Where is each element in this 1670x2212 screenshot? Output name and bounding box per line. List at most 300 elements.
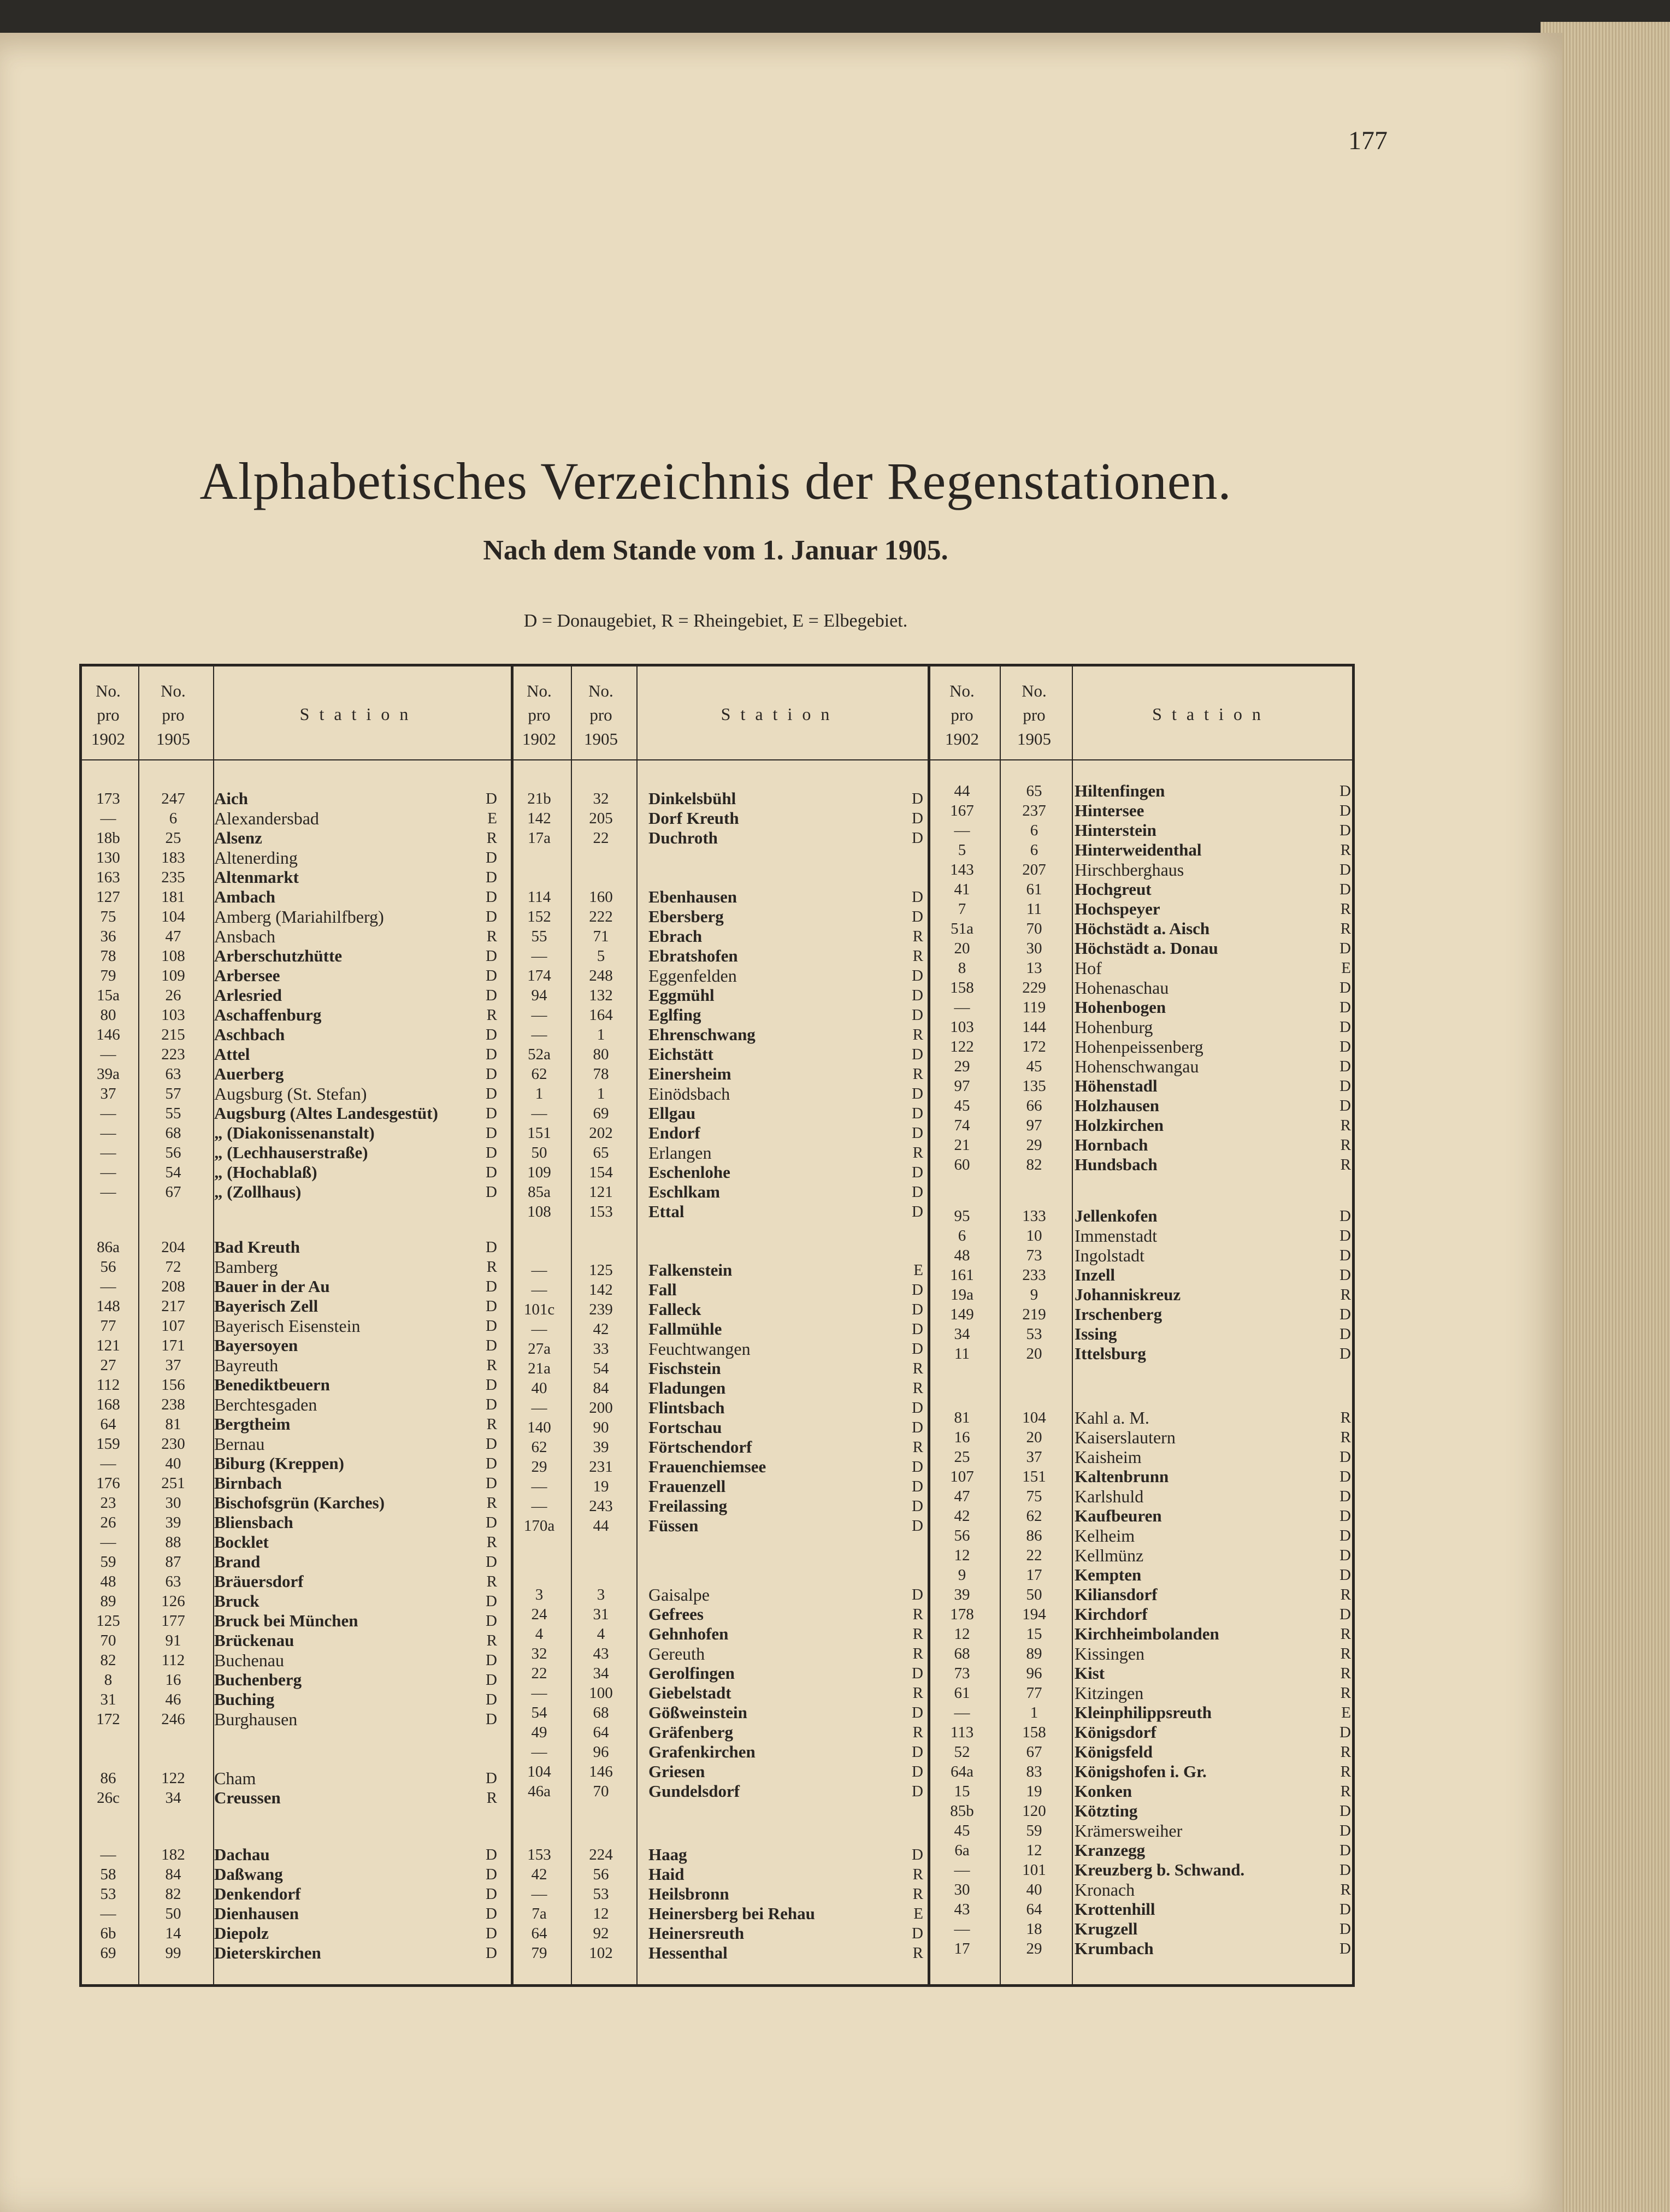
river-basin-code: D (486, 1553, 497, 1571)
river-basin-code: R (1340, 1743, 1351, 1761)
number-1902: 149 (950, 1306, 974, 1323)
number-1902: — (531, 1684, 547, 1702)
header-pro: pro (589, 705, 612, 724)
station-name: Hochspeyer (1075, 899, 1160, 918)
number-1902: 36 (100, 928, 116, 945)
number-1905: 68 (165, 1124, 181, 1142)
station-name: Bocklet (214, 1532, 269, 1552)
river-basin-code: D (486, 1376, 497, 1394)
river-basin-code: D (912, 810, 923, 827)
number-1905: 56 (165, 1144, 181, 1161)
river-basin-code: D (486, 1846, 497, 1863)
river-basin-code: E (1341, 1704, 1351, 1721)
number-1902: — (100, 1846, 116, 1863)
number-1905: 9 (1030, 1286, 1038, 1303)
river-basin-code: D (1339, 940, 1351, 957)
station-name: Frauenzell (648, 1477, 726, 1496)
number-1905: 230 (161, 1435, 185, 1453)
number-1905: 17 (1026, 1566, 1042, 1584)
river-basin-code: D (912, 1320, 923, 1338)
number-1905: 62 (1026, 1507, 1042, 1525)
station-name: Jellenkofen (1075, 1206, 1158, 1225)
number-1905: 90 (593, 1419, 609, 1436)
number-1905: 91 (165, 1632, 181, 1649)
station-name: Bayreuth (214, 1355, 279, 1375)
station-name: Duchroth (648, 828, 718, 847)
station-name: Hohenburg (1075, 1017, 1153, 1037)
station-name: Bamberg (214, 1257, 278, 1277)
number-1902: 95 (954, 1207, 970, 1225)
number-1905: 153 (589, 1203, 613, 1220)
station-name: Krugzell (1075, 1919, 1138, 1938)
station-name: Hohenbogen (1075, 998, 1166, 1017)
river-basin-code: R (486, 1494, 497, 1512)
river-basin-code: R (1340, 920, 1351, 937)
river-basin-code: D (1339, 1822, 1351, 1839)
number-1905: 238 (161, 1396, 185, 1413)
number-1902: 152 (527, 908, 551, 925)
number-1902: 37 (100, 1085, 116, 1102)
number-1905: 182 (161, 1846, 185, 1863)
river-basin-code: D (486, 849, 497, 866)
number-1902: 89 (100, 1592, 116, 1610)
number-1902: 79 (100, 967, 116, 984)
number-1905: 151 (1022, 1468, 1046, 1485)
number-1905: 97 (1026, 1117, 1042, 1134)
number-1902: 163 (96, 869, 120, 886)
river-basin-code: D (486, 1671, 497, 1689)
number-1902: 29 (531, 1458, 547, 1476)
river-basin-code: D (912, 790, 923, 807)
river-basin-code: R (912, 1379, 923, 1397)
col-rule (1072, 666, 1073, 1984)
station-name: Bruck bei München (214, 1611, 358, 1630)
station-name: Bayerisch Eisenstein (214, 1316, 361, 1336)
number-1905: 32 (593, 790, 609, 807)
station-name: Ebrach (648, 927, 703, 946)
river-basin-code: R (912, 1866, 923, 1883)
station-name: Ambach (214, 887, 275, 906)
station-name: Gefrees (648, 1605, 704, 1624)
station-name: Augsburg (Altes Landesgestüt) (214, 1104, 438, 1123)
station-name: Bauer in der Au (214, 1277, 330, 1296)
number-1905: 72 (165, 1258, 181, 1276)
river-basin-code: R (1340, 1684, 1351, 1702)
station-name: Altenerding (214, 848, 298, 868)
number-1905: 40 (1026, 1881, 1042, 1898)
number-1902: 48 (100, 1573, 116, 1590)
station-name: Ehrenschwang (648, 1025, 756, 1044)
station-name: Haid (648, 1865, 684, 1884)
number-1902: — (531, 1320, 547, 1338)
river-basin-code: D (1339, 1345, 1351, 1362)
river-basin-code: R (912, 1684, 923, 1702)
river-basin-code: D (1339, 1547, 1351, 1564)
number-1905: 15 (1026, 1625, 1042, 1643)
number-1902: 7a (532, 1905, 547, 1922)
number-1905: 122 (161, 1769, 185, 1787)
number-1905: 229 (1022, 979, 1046, 996)
station-name: Kaufbeuren (1075, 1506, 1162, 1525)
number-1902: 64 (100, 1415, 116, 1433)
number-1905: 200 (589, 1399, 613, 1417)
river-basin-code: D (1339, 861, 1351, 878)
number-1905: 82 (1026, 1156, 1042, 1173)
number-1902: 77 (100, 1317, 116, 1335)
number-1902: 16 (954, 1429, 970, 1446)
number-1905: 6 (1030, 822, 1038, 839)
river-basin-code: R (1340, 1783, 1351, 1800)
river-basin-code: R (486, 1258, 497, 1276)
number-1905: 237 (1022, 802, 1046, 819)
river-basin-code: D (912, 888, 923, 906)
number-1902: — (954, 999, 970, 1016)
river-basin-code: D (1339, 1097, 1351, 1114)
number-1902: — (954, 1920, 970, 1938)
river-basin-code: D (486, 1317, 497, 1335)
number-1902: 81 (954, 1409, 970, 1426)
number-1902: — (954, 1704, 970, 1721)
station-name: Fallmühle (648, 1319, 722, 1338)
number-1902: 42 (531, 1866, 547, 1883)
number-1905: 44 (593, 1517, 609, 1535)
number-1902: 101c (523, 1301, 555, 1318)
station-name: Gehnhofen (648, 1624, 729, 1643)
number-1905: 215 (161, 1026, 185, 1043)
river-basin-code: D (912, 987, 923, 1004)
number-1905: 63 (165, 1573, 181, 1590)
number-1905: 177 (161, 1612, 185, 1630)
river-basin-code: D (912, 1399, 923, 1417)
number-1905: 66 (1026, 1097, 1042, 1114)
number-1902: 78 (100, 947, 116, 965)
number-1902: 75 (100, 908, 116, 925)
header-no: No. (588, 681, 613, 700)
number-1905: 30 (165, 1494, 181, 1512)
number-1905: 109 (161, 967, 185, 984)
station-name: Kranzegg (1075, 1841, 1146, 1860)
number-1902: 42 (954, 1507, 970, 1525)
station-name: Höchstädt a. Donau (1075, 939, 1218, 958)
header-no-1905 (1000, 679, 1069, 751)
river-basin-code: D (1339, 1247, 1351, 1264)
number-1902: 80 (100, 1006, 116, 1024)
number-1902: 51a (951, 920, 973, 937)
number-1905: 217 (161, 1297, 185, 1315)
station-name: Eggenfelden (648, 966, 737, 986)
number-1905: 19 (593, 1478, 609, 1495)
station-name: Aschaffenburg (214, 1005, 322, 1024)
station-name: Kelheim (1075, 1526, 1135, 1546)
river-basin-code: D (1339, 1058, 1351, 1075)
river-basin-code: D (486, 947, 497, 965)
station-name: Bischofsgrün (Karches) (214, 1493, 385, 1512)
number-1905: 73 (1026, 1247, 1042, 1264)
number-1905: 53 (593, 1885, 609, 1903)
river-basin-code: D (912, 1517, 923, 1535)
header-pro: pro (162, 705, 185, 724)
number-1905: 34 (593, 1665, 609, 1682)
river-basin-code: D (912, 1281, 923, 1299)
number-1902: 23 (100, 1494, 116, 1512)
station-name: „ (Lechhauserstraße) (214, 1143, 368, 1162)
number-1902: — (531, 1026, 547, 1043)
river-basin-code: D (486, 1455, 497, 1472)
number-1902: 34 (954, 1325, 970, 1343)
river-basin-code: D (1339, 1077, 1351, 1095)
number-1902: 122 (950, 1038, 974, 1055)
number-1902: 74 (954, 1117, 970, 1134)
station-name: Hohenaschau (1075, 978, 1169, 998)
number-1905: 84 (593, 1379, 609, 1397)
number-1905: 246 (161, 1710, 185, 1728)
station-name: Bayersoyen (214, 1336, 298, 1355)
station-name: Kissingen (1075, 1644, 1144, 1664)
number-1902: 108 (527, 1203, 551, 1220)
river-basin-code: D (1339, 1802, 1351, 1820)
river-basin-code: R (1340, 1586, 1351, 1603)
river-basin-code: D (912, 967, 923, 984)
number-1905: 160 (589, 888, 613, 906)
river-basin-code: D (486, 1612, 497, 1630)
river-basin-code: R (486, 1415, 497, 1433)
river-basin-code: D (1339, 1325, 1351, 1343)
river-basin-code: D (486, 1651, 497, 1669)
number-1902: 151 (527, 1124, 551, 1142)
number-1905: 37 (165, 1356, 181, 1374)
station-name: Alexandersbad (214, 809, 319, 828)
river-basin-code: D (1339, 1266, 1351, 1284)
number-1905: 3 (597, 1586, 605, 1603)
number-1905: 108 (161, 947, 185, 965)
station-name: Kleinphilippsreuth (1075, 1703, 1212, 1722)
header-station: Station (721, 704, 840, 724)
number-1902: — (531, 947, 547, 965)
number-1902: 62 (531, 1438, 547, 1456)
header-no-1902 (511, 679, 568, 751)
station-name: Kronach (1075, 1880, 1135, 1900)
station-name: Kötzting (1075, 1801, 1138, 1820)
station-name: Falleck (648, 1300, 701, 1319)
station-name: Einersheim (648, 1064, 731, 1083)
river-basin-code: R (1340, 900, 1351, 918)
number-1905: 112 (161, 1651, 185, 1669)
station-name: Hundsbach (1075, 1155, 1158, 1174)
station-name: Johanniskreuz (1075, 1285, 1181, 1304)
river-basin-code: D (1339, 1306, 1351, 1323)
header-year: 1905 (584, 729, 618, 748)
header-station: Station (1152, 704, 1271, 724)
number-1905: 29 (1026, 1940, 1042, 1957)
station-name: Buching (214, 1690, 275, 1709)
station-name: Kahl a. M. (1075, 1408, 1149, 1428)
number-1902: 17a (528, 829, 551, 847)
number-1905: 154 (589, 1164, 613, 1181)
station-name: Grafenkirchen (648, 1742, 756, 1761)
number-1905: 207 (1022, 861, 1046, 878)
number-1902: 56 (100, 1258, 116, 1276)
number-1905: 183 (161, 849, 185, 866)
header-rule (82, 759, 1352, 760)
station-name: Bad Kreuth (214, 1237, 300, 1257)
number-1905: 135 (1022, 1077, 1046, 1095)
number-1902: 11 (954, 1345, 970, 1362)
station-name: Kiliansdorf (1075, 1585, 1158, 1604)
number-1902: 130 (96, 849, 120, 866)
station-name: Arberschutzhütte (214, 946, 343, 965)
river-basin-code: D (1339, 802, 1351, 819)
number-1905: 30 (1026, 940, 1042, 957)
station-name: Alsenz (214, 828, 262, 847)
station-name: Heinersberg bei Rehau (648, 1904, 815, 1923)
number-1905: 251 (161, 1474, 185, 1492)
station-name: Hornbach (1075, 1135, 1148, 1154)
number-1905: 61 (1026, 881, 1042, 898)
station-name: Hinterstein (1075, 821, 1156, 840)
river-basin-code: D (486, 1592, 497, 1610)
number-1902: 60 (954, 1156, 970, 1173)
number-1902: 170a (523, 1517, 555, 1535)
river-basin-code: D (486, 1124, 497, 1142)
number-1905: 29 (1026, 1136, 1042, 1154)
number-1905: 63 (165, 1065, 181, 1083)
station-name: Eschlkam (648, 1182, 720, 1201)
number-1905: 19 (1026, 1783, 1042, 1800)
river-basin-code: D (912, 1743, 923, 1761)
number-1902: 86 (100, 1769, 116, 1787)
river-basin-code: E (913, 1261, 923, 1279)
river-basin-code: R (1340, 841, 1351, 859)
river-basin-code: R (912, 1360, 923, 1377)
station-name: Gerolfingen (648, 1664, 735, 1683)
station-name: Diepolz (214, 1924, 269, 1943)
station-name: Holzhausen (1075, 1096, 1160, 1115)
number-1902: 7 (958, 900, 966, 918)
river-basin-code: D (1339, 1507, 1351, 1525)
number-1905: 96 (593, 1743, 609, 1761)
river-basin-code: D (912, 1301, 923, 1318)
river-basin-code: D (912, 1164, 923, 1181)
col-rule (636, 666, 638, 1984)
river-basin-legend: D = Donaugebiet, R = Rheingebiet, E = Elbegebiet. (523, 611, 908, 631)
river-basin-code: D (912, 1925, 923, 1942)
station-name: Hof (1075, 958, 1102, 978)
station-name: Füssen (648, 1516, 699, 1535)
river-basin-code: D (1339, 979, 1351, 996)
station-name: Berchtesgaden (214, 1395, 317, 1414)
river-basin-code: D (486, 1396, 497, 1413)
number-1905: 26 (165, 987, 181, 1004)
number-1905: 50 (1026, 1586, 1042, 1603)
number-1905: 99 (165, 1944, 181, 1962)
number-1902: — (531, 1281, 547, 1299)
station-name: Attel (214, 1045, 250, 1064)
number-1902: 3 (535, 1586, 544, 1603)
number-1902: 107 (950, 1468, 974, 1485)
river-basin-code: D (1339, 999, 1351, 1016)
river-basin-code: D (486, 1026, 497, 1043)
number-1902: 24 (531, 1606, 547, 1623)
station-name: Förtschendorf (648, 1437, 752, 1456)
river-basin-code: D (486, 908, 497, 925)
number-1905: 86 (1026, 1527, 1042, 1544)
station-name: Hohenpeissenberg (1075, 1037, 1203, 1057)
number-1905: 14 (165, 1925, 181, 1942)
river-basin-code: D (1339, 1940, 1351, 1957)
station-name: Königshofen i. Gr. (1075, 1762, 1207, 1781)
number-1905: 5 (597, 947, 605, 965)
number-1902: — (100, 1105, 116, 1122)
number-1905: 13 (1026, 959, 1042, 977)
station-name: Höchstädt a. Aisch (1075, 919, 1210, 938)
number-1905: 4 (597, 1625, 605, 1643)
river-basin-code: D (486, 1183, 497, 1201)
station-name: Kirchheimbolanden (1075, 1624, 1219, 1643)
station-name: Eichstätt (648, 1045, 713, 1064)
station-name: Auerberg (214, 1064, 284, 1083)
number-1905: 54 (593, 1360, 609, 1377)
number-1902: 168 (96, 1396, 120, 1413)
number-1905: 54 (165, 1164, 181, 1181)
river-basin-code: D (486, 1278, 497, 1295)
river-basin-code: D (912, 1105, 923, 1122)
station-name: Falkenstein (648, 1260, 733, 1279)
station-name: Denkendorf (214, 1884, 301, 1903)
header-no-1902 (928, 679, 996, 751)
number-1902: 21 (954, 1136, 970, 1154)
number-1902: 31 (100, 1691, 116, 1708)
station-name: Cham (214, 1768, 256, 1788)
number-1905: 1 (1030, 1704, 1038, 1721)
station-name: Gräfenberg (648, 1723, 733, 1742)
number-1905: 45 (1026, 1058, 1042, 1075)
station-name: Dorf Kreuth (648, 809, 739, 828)
number-1905: 22 (1026, 1547, 1042, 1564)
number-1902: 49 (531, 1724, 547, 1741)
number-1902: 125 (96, 1612, 120, 1630)
number-1905: 146 (589, 1763, 613, 1780)
station-name: Königsdorf (1075, 1723, 1156, 1742)
number-1905: 239 (589, 1301, 613, 1318)
page-number: 177 (1348, 126, 1388, 155)
number-1902: 82 (100, 1651, 116, 1669)
number-1905: 78 (593, 1065, 609, 1083)
river-basin-code: D (486, 1866, 497, 1883)
station-name: Brand (214, 1552, 261, 1571)
number-1902: 70 (100, 1632, 116, 1649)
number-1905: 202 (589, 1124, 613, 1142)
number-1902: 30 (954, 1881, 970, 1898)
number-1902: 15 (954, 1783, 970, 1800)
number-1902: 58 (100, 1866, 116, 1883)
river-basin-code: R (486, 1533, 497, 1551)
station-name: Freilassing (648, 1496, 728, 1515)
number-1902: 59 (100, 1553, 116, 1571)
river-basin-code: R (486, 1006, 497, 1024)
river-basin-code: D (486, 1885, 497, 1903)
river-basin-code: D (486, 888, 497, 906)
station-name: Immenstadt (1075, 1226, 1158, 1246)
number-1905: 231 (589, 1458, 613, 1476)
station-name: Höhenstadl (1075, 1076, 1158, 1095)
station-name: Bliensbach (214, 1513, 293, 1532)
river-basin-code: D (912, 1586, 923, 1603)
number-1905: 219 (1022, 1306, 1046, 1323)
number-1905: 171 (161, 1337, 185, 1354)
river-basin-code: D (486, 1065, 497, 1083)
station-name: Hochgreut (1075, 880, 1152, 899)
river-basin-code: R (912, 947, 923, 965)
